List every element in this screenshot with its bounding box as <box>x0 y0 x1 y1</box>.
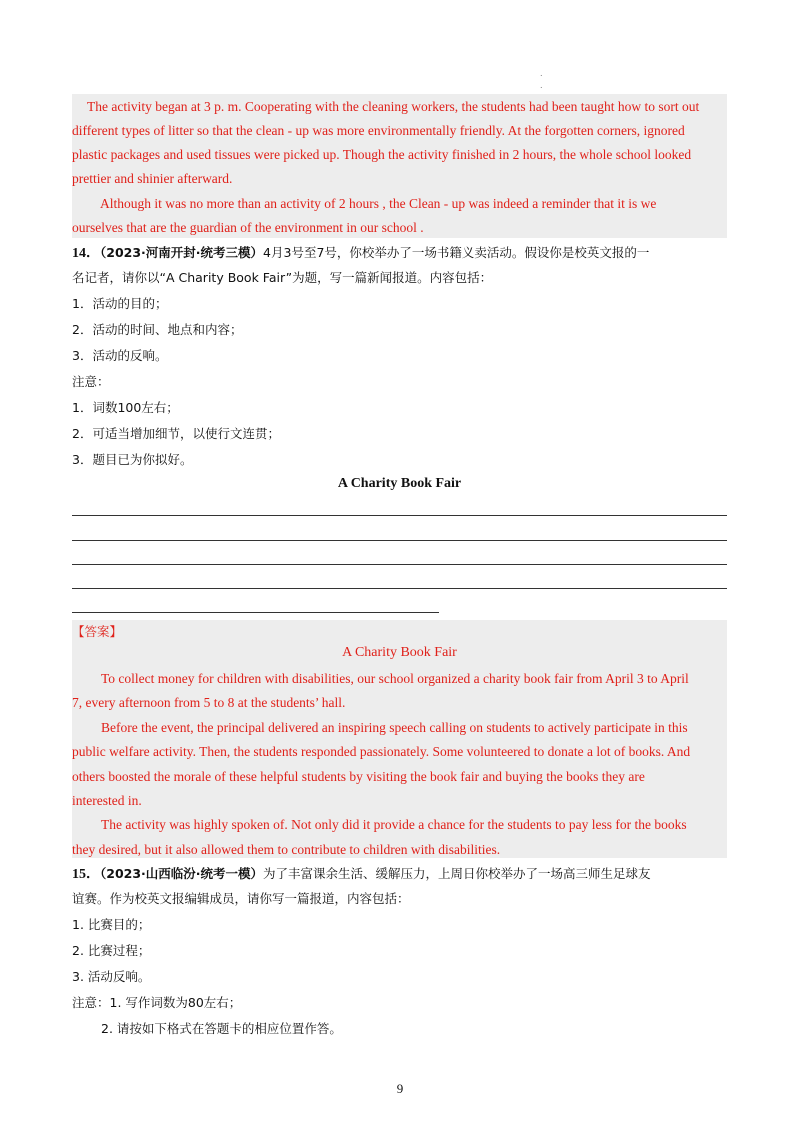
q14-answer-line: others boosted the morale of these helpful students by visiting the book fair and buying the books they are <box>72 769 645 784</box>
q13-answer-line: plastic packages and used tissues were picked up. Though the activity finished in 2 hours, the whole school looked <box>72 147 692 162</box>
q13-answer-line: different types of litter so that the clean - up was more environmentally friendly. At the forgotten corners, ignored <box>72 123 685 138</box>
q14-answer-title: A Charity Book Fair <box>342 645 457 660</box>
writing-line <box>72 564 727 565</box>
q14-note-label: 注意： <box>72 374 110 389</box>
q14-prompt-text: 4月3号至7号，你校举办了一场书籍义卖活动。假设你是校英文报的一 <box>263 245 650 260</box>
q13-answer-line: ourselves that are the guardian of the environment in our school . <box>72 220 424 235</box>
q15-point: 3. 活动反响。 <box>72 969 151 984</box>
q14-point: 1．活动的目的； <box>72 296 168 311</box>
q13-answer-line: Although it was no more than an activity of 2 hours , the Clean - up was indeed a reminder that it is we <box>100 196 657 211</box>
q13-answer-line: The activity began at 3 p. m. Cooperating with the cleaning workers, the students had been taught how to sort out <box>87 99 700 114</box>
q14-answer-label: 【答案】 <box>72 624 123 639</box>
q15-prompt-text: 为了丰富课余生活、缓解压力，上周日你校举办了一场高三师生足球友 <box>263 866 651 881</box>
q15-note: 注意：1. 写作词数为80左右； <box>72 995 242 1010</box>
q15-point: 1. 比赛目的； <box>72 917 151 932</box>
q15-prompt <box>72 862 651 887</box>
q14-answer-line: public welfare activity. Then, the students responded passionately. Some volunteered to donate a lot of books. And <box>72 744 691 759</box>
q14-answer-line: To collect money for children with disabilities, our school organized a charity book fair from April 3 to April <box>101 671 689 686</box>
q14-answer-line: interested in. <box>72 793 142 808</box>
q15-point: 2. 比赛过程； <box>72 943 151 958</box>
q14-essay-title: A Charity Book Fair <box>337 476 462 491</box>
page-number: 9 <box>396 1081 404 1096</box>
q14-number: 14． <box>72 246 100 261</box>
q14-answer-line: The activity was highly spoken of. Not only did it provide a chance for the students to pay less for the books <box>101 817 687 832</box>
header-mark: . . <box>540 69 543 90</box>
writing-line <box>72 540 727 541</box>
q14-point: 2．活动的时间、地点和内容； <box>72 322 243 337</box>
writing-line <box>72 515 727 516</box>
q14-source: （2023·河南开封·统考三模） <box>100 245 264 260</box>
q13-answer-line: prettier and shinier afterward. <box>72 171 233 186</box>
writing-line <box>72 612 439 613</box>
q14-answer-line: Before the event, the principal delivered an inspiring speech calling on students to actively participate in this <box>101 720 688 735</box>
q14-answer-line: 7, every afternoon from 5 to 8 at the students’ hall. <box>72 695 346 710</box>
q15-source: （2023·山西临汾·统考一模） <box>100 866 264 881</box>
q15-number: 15． <box>72 867 100 882</box>
q14-note: 3．题目已为你拟好。 <box>72 452 193 467</box>
q14-note: 2．可适当增加细节，以使行文连贯； <box>72 426 280 441</box>
q15-prompt-line2: 谊赛。作为校英文报编辑成员，请你写一篇报道，内容包括： <box>72 891 410 906</box>
q15-note: 2. 请按如下格式在答题卡的相应位置作答。 <box>101 1021 342 1036</box>
q14-prompt-line2: 名记者，请你以“A Charity Book Fair”为题，写一篇新闻报道。内容包括： <box>72 270 493 285</box>
q14-prompt <box>72 241 649 266</box>
writing-line <box>72 588 727 589</box>
q14-note: 1．词数100左右； <box>72 400 179 415</box>
q14-point: 3．活动的反响。 <box>72 348 168 363</box>
q14-answer-line: they desired, but it also allowed them to contribute to children with disabilities. <box>72 842 501 857</box>
